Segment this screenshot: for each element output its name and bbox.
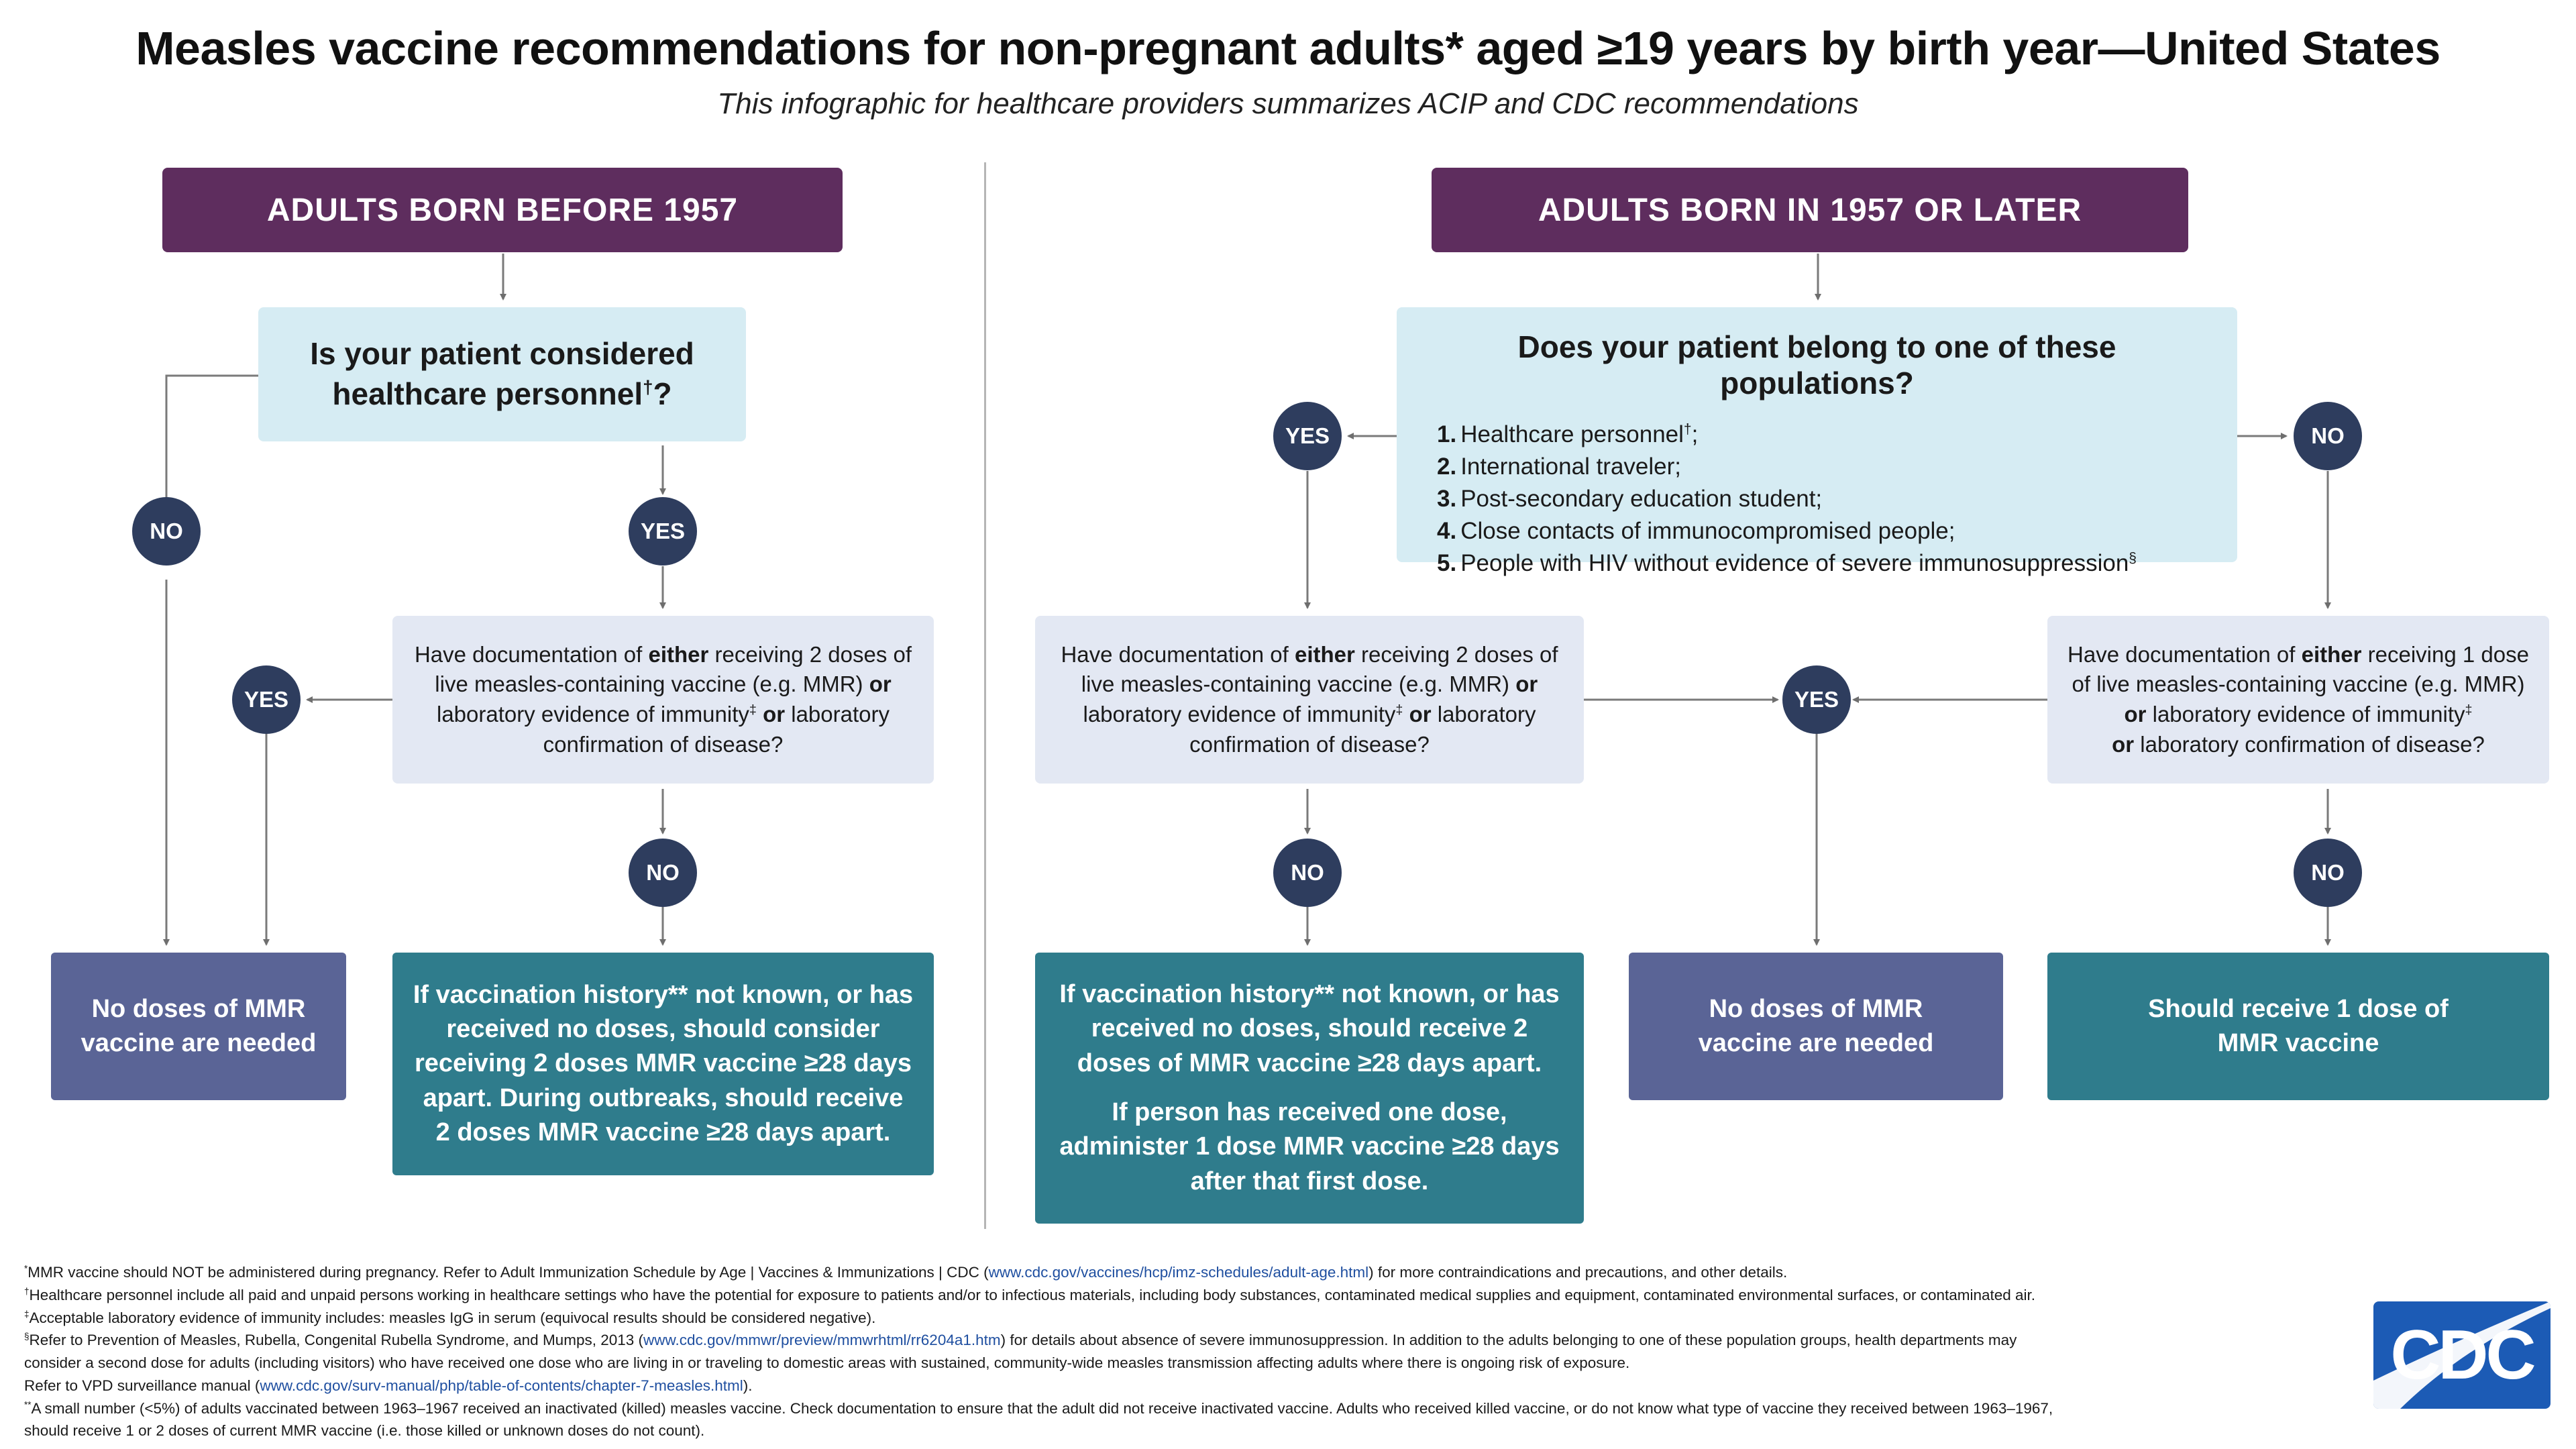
dagger-mark: † — [643, 376, 653, 398]
outcome-consider-vaccination: If vaccination history** not known, or has received no doses, should consider receiving 2 doses MMR vaccine ≥28 days apart. During outbreaks, should receive 2 doses MMR vaccine ≥28 days apart. — [392, 953, 934, 1175]
populations-question-title: Does your patient belong to one of these populations? — [1517, 329, 2116, 400]
footnote-killed-vaccine: **A small number (<5%) of adults vaccinated between 1963–1967 received an inactivated (killed) measles vaccine. Check documentation to ensure that the adult did not receive inactivated vaccine. Adults who received killed vaccine, or do not know what type of vaccine they received between 1963–1967, — [24, 1399, 2053, 1417]
arrow-question-to-no — [166, 376, 258, 508]
outcome-should-receive-one-dose: Should receive 1 dose of MMR vaccine — [2047, 953, 2549, 1100]
yes-circle-left-doc: YES — [232, 665, 301, 734]
population-item: 4. Close contacts of immunocompromised people; — [1437, 517, 1955, 544]
population-item: 1. Healthcare personnel†; — [1437, 421, 1699, 447]
footnote-killed-vaccine-cont: should receive 1 or 2 doses of current MMR vaccine (i.e. those killed or unknown doses do not count). — [24, 1422, 705, 1440]
footnote-second-dose: consider a second dose for adults (including visitors) who have received one dose who are living in or traveling to domestic areas with sustained, community-wide measles transmission affecting adults where there is ongoing risk of exposure. — [24, 1354, 1630, 1371]
outcome-no-doses-left: No doses of MMR vaccine are needed — [51, 953, 346, 1100]
documentation-question-right-no: Have documentation of either receiving 1 dose of live measles-containing vaccine (e.g. MMR) or laboratory evidence of immunity‡ or laboratory confirmation of disease? — [2047, 616, 2549, 784]
population-item: 5. People with HIV without evidence of severe immunosuppression§ — [1437, 549, 2137, 576]
documentation-question-right-yes: Have documentation of either receiving 2 doses of live measles-containing vaccine (e.g. MMR) or laboratory evidence of immunity‡ or laboratory confirmation of disease? — [1035, 616, 1584, 784]
question-line-1: Is your patient considered — [310, 336, 694, 372]
no-circle-right: NO — [2294, 402, 2362, 470]
footnotes — [24, 1261, 2198, 1442]
question-healthcare-personnel — [258, 307, 746, 441]
no-circle-left-doc: NO — [629, 839, 697, 907]
population-item: 2. International traveler; — [1437, 453, 1681, 480]
question-mark: ? — [653, 376, 672, 411]
question-line-2: healthcare personnel — [332, 376, 643, 411]
footnote-immunosuppression: §Refer to Prevention of Measles, Rubella, Congenital Rubella Syndrome, and Mumps, 2013 (www.cdc.gov/mmwr/preview/mmwrhtml/rr6204a1.htm) for details about absence of severe immunosuppression. In addition to the adults belonging to one of these population groups, health departments may — [24, 1331, 2017, 1349]
footnote-lab-evidence: ‡Acceptable laboratory evidence of immunity includes: measles IgG in serum (equivocal results should be considered negative). — [24, 1309, 876, 1326]
cdc-logo — [2373, 1301, 2551, 1409]
footnote-pregnancy: *MMR vaccine should NOT be administered during pregnancy. Refer to Adult Immunization Schedule by Age | Vaccines & Immunizations | CDC (www.cdc.gov/vaccines/hcp/imz-schedules/adult-age.html) for more contraindications and precautions, and other details. — [24, 1263, 1788, 1281]
cdc-logo-text: CDC — [2390, 1316, 2534, 1394]
mmwr-link[interactable]: www.cdc.gov/mmwr/preview/mmwrhtml/rr6204a1.htm — [643, 1332, 1001, 1349]
header-born-1957-or-later: ADULTS BORN IN 1957 OR LATER — [1432, 168, 2188, 252]
outcome-should-receive-two-doses: If vaccination history** not known, or has received no doses, should receive 2 doses of MMR vaccine ≥28 days apart. If person has received one dose, administer 1 dose MMR vaccine ≥28 days after that first dose. — [1035, 953, 1584, 1224]
no-circle-left: NO — [132, 497, 201, 566]
yes-circle-left: YES — [629, 497, 697, 566]
documentation-question-left: Have documentation of either receiving 2 doses of live measles-containing vaccine (e.g. MMR) or laboratory evidence of immunity‡ or laboratory confirmation of disease? — [392, 616, 934, 784]
population-item: 3. Post-secondary education student; — [1437, 485, 1823, 512]
no-circle-right-left: NO — [1273, 839, 1342, 907]
column-divider — [984, 162, 986, 1229]
yes-circle-right-mid: YES — [1782, 665, 1851, 734]
page-subtitle: This infographic for healthcare providers summarizes ACIP and CDC recommendations — [717, 87, 1859, 120]
outcome-no-doses-right: No doses of MMR vaccine are needed — [1629, 953, 2003, 1100]
adult-schedule-link[interactable]: www.cdc.gov/vaccines/hcp/imz-schedules/adult-age.html — [988, 1264, 1369, 1281]
question-populations — [1397, 307, 2237, 576]
no-circle-right-right: NO — [2294, 839, 2362, 907]
populations-list — [1437, 419, 2197, 580]
yes-circle-right: YES — [1273, 402, 1342, 470]
header-born-before-1957: ADULTS BORN BEFORE 1957 — [162, 168, 843, 252]
page-title: Measles vaccine recommendations for non-pregnant adults* aged ≥19 years by birth year—United States — [136, 22, 2440, 74]
footnote-healthcare-personnel: †Healthcare personnel include all paid and unpaid persons working in healthcare settings who have the potential for exposure to patients and/or to infectious materials, including body substances, contaminated medical supplies and equipment, contaminated environmental surfaces, or contaminated air. — [24, 1286, 2036, 1303]
footnote-vpd-manual: Refer to VPD surveillance manual (www.cdc.gov/surv-manual/php/table-of-contents/chapter-7-measles.html). — [24, 1377, 753, 1394]
vpd-manual-link[interactable]: www.cdc.gov/surv-manual/php/table-of-contents/chapter-7-measles.html — [260, 1377, 743, 1394]
